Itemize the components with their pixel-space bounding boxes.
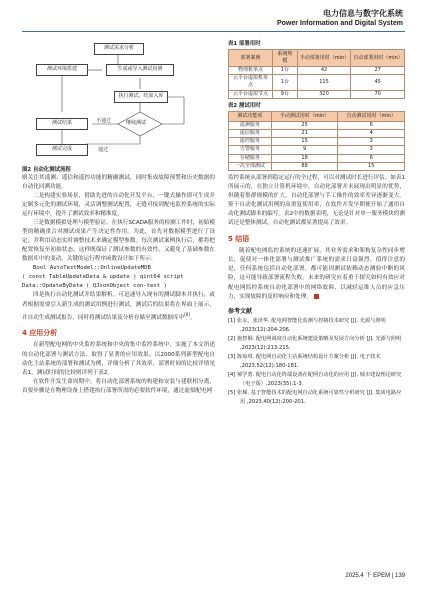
reference-item: [3] 陈琼琪. 配电网自动化主站系统结构设计方案分析 [J]. 电子技术 ,2023,52(12):180-181. <box>228 353 381 369</box>
table-row <box>229 146 405 154</box>
journal-header <box>277 9 403 29</box>
table-cell: 云平台虚拟节点 <box>229 90 273 98</box>
table-header: 系统规模 <box>273 50 298 67</box>
table-header: 测试功能项 <box>229 111 272 121</box>
table-cell: 15 <box>338 162 405 170</box>
table-header: 自动测试用时（min） <box>338 111 405 121</box>
journal-title-cn: 电力信息与数字化系统 <box>323 9 403 18</box>
reference-item: [2] 施智桐. 配电网调度自动化系统建设策略及发展方向分析 [J]. 光源与照明 ,2023(12):213-215. <box>228 335 402 351</box>
table-row <box>229 154 405 162</box>
box-execute: 执行测试，结果入库 <box>114 91 168 103</box>
table-cell: 物理机单点 <box>229 67 273 75</box>
paragraph <box>228 247 405 301</box>
table2 <box>228 111 405 171</box>
paragraph: 三是数据模拟处理与模型验证。在执行SCADA服务的检测工作时，初始模型的精确重合对测试成果产生决定性作用。为此，首先对数据模型进行了设定，并利用动态实时调整技术来确定模型参数。每次测试案例执行后，都将把配置恢复至初始状态，这样既保证了测试参数的有效性，又避免了基础参数在数据库中的变动。关键的运行程序函数设计如下所示： <box>22 220 215 263</box>
table-cell: 告警服务 <box>229 146 272 154</box>
header-rule <box>22 31 405 32</box>
paragraph-text: 四是执行自动化测试并结果解析。可迅速导入现有的测试脚本并执行，或者根据需要引入新生成的测试用例进行测试，测试后的结果将在界面上展示，并自动生成测试报告，同时将测试结果及分析存储至测试数据库中 <box>22 292 215 321</box>
code-line: ( const TableUpdateData & update ) qint64 script <box>22 274 184 281</box>
table-cell: 21 <box>271 130 338 138</box>
table-row <box>229 67 405 75</box>
box-result: 测试结果 <box>36 118 88 130</box>
table-header: 手动部署用时（min） <box>297 50 351 67</box>
table-cell: 27 <box>351 67 405 75</box>
table-cell: 9 <box>271 146 338 154</box>
reference-item: [1] 张永，张泽华. 配电网智能化监测与控制技术研究 [J]. 光源与照明 ,2023(12):204-206. <box>228 317 386 333</box>
table-row <box>229 130 405 138</box>
reference-item: [4] 郝学勇. 配电自动化终端设备在配网自动化的应用 [J]. 城市建设理论研究（电子版）,2023(35):1-3. <box>228 371 402 387</box>
paragraph <box>22 291 215 322</box>
table-header: 部署案例 <box>229 50 273 67</box>
box-complete: 测试完成 <box>36 144 88 156</box>
table-cell: 70 <box>351 90 405 98</box>
table-cell: 42 <box>297 67 351 75</box>
table-cell: 320 <box>297 90 351 98</box>
table-cell: 云平台虚拟机单点 <box>229 75 273 90</box>
figure-caption: 图2 自动化测试流程 <box>22 167 71 173</box>
box-requirement: 测试需求分析 <box>94 43 144 55</box>
paragraph: 监控系统从部署到稳定运行的全过程，可以对测试时长进行评估。如表1所展示的，在独立计算机环境中，自动化部署并未展现出明显的优势，但随着集群规模的扩大，自动化部署与手工操作的效率差异逐渐变大。鉴于自动化测试用例的高重复使用率，在软件开发早期便开始了通用自动化测试脚本的编写。表2中的数据表明，无论是针对单一服务模块的测试还是整体测试，自动化测试都显著提高了效率。 <box>228 175 405 227</box>
table-cell: 遥测服务 <box>229 121 272 129</box>
paragraph: 则关注其遥测、遥信和遥控功能的精确测试，同时集成故障预警和历史数据的自动化回溯功能。 <box>22 175 215 191</box>
table-cell: 一次全部测试 <box>229 162 272 170</box>
paragraph-end: 。 <box>189 314 196 321</box>
box-env-setup: 测试环境搭建 <box>36 64 88 76</box>
right-column <box>228 40 405 407</box>
table-cell: 遥信服务 <box>229 130 272 138</box>
flowchart <box>22 40 215 170</box>
table-cell: 1台 <box>273 67 298 75</box>
table-header: 自动部署用时（min） <box>351 50 405 67</box>
table-cell: 9台 <box>273 90 298 98</box>
table-row <box>229 162 405 170</box>
box-generate-cases: 生成或导入测试用例 <box>106 64 174 76</box>
table-cell: 18 <box>271 154 338 162</box>
table-cell: 1台 <box>273 75 298 90</box>
table1 <box>228 49 405 99</box>
table-row <box>229 138 405 146</box>
code-line: Bool AutoTestModel::OnlineUpdateMDB <box>33 265 151 272</box>
table1-caption: 表1 部署用时 <box>228 41 261 47</box>
table-cell: 遥控服务 <box>229 138 272 146</box>
table-cell: 存储服务 <box>229 154 272 162</box>
left-column <box>22 40 215 396</box>
table-cell: 4 <box>338 130 405 138</box>
table-cell: 6 <box>338 121 405 129</box>
paragraph: 在软件开发生命周期中，将自动化部署系统的构建和安装与建联相分离，首要步骤是在物理设备上搭建执行部署所需的必要软件环境，通过虚拟配电网 <box>22 378 215 394</box>
table-header: 手动测试用时（min） <box>271 111 338 121</box>
references-heading: 参考文献 <box>228 307 253 315</box>
table-cell: 3 <box>338 146 405 154</box>
decision-continue: 继续测试 <box>126 120 147 126</box>
table2-caption: 表2 测试用时 <box>228 102 261 109</box>
table-cell: 45 <box>351 75 405 90</box>
page-footer: 2025.4 下 EPEM | 139 <box>345 573 405 579</box>
table-row <box>229 121 405 129</box>
table-cell: 25 <box>271 121 338 129</box>
table-row <box>229 90 405 98</box>
paragraph-text: 随着配电网监控系统的迅速扩展，其业务需求和架构复杂性同步增长，促使对一体化部署与测试推广系统的需求日益强烈。值得注意的是，任何系统包括自动化部署，都可能因测试依赖动态测验中断的风险，这可能导致部署流程失败。未来的研究应着重于探究如何有效应对配电网监控系统自动化部署中的网络故障，以减轻运维人员的应急压力，实现故障的及时响应和处理。 <box>228 248 405 300</box>
table-cell: 6 <box>338 154 405 162</box>
paragraph: 在新型配电网的中央监控系统和中央的集中监控系统中，实施了本文所述的自动化部署与测试方法，取得了显著的应用效果。以2000系列新型配电自动化主站系统的部署和测试为例，详细分析了其效率，部署时间的比较详情见表1，测试时间的比较则详列于表2。 <box>22 342 215 376</box>
end-mark-icon <box>314 294 319 299</box>
section-heading: 4 应用分析 <box>22 329 58 338</box>
label-pass: 通过 <box>98 147 109 153</box>
section-heading: 5 结语 <box>228 235 250 244</box>
table-cell: 15 <box>271 138 338 146</box>
table-row <box>229 75 405 90</box>
journal-title-en: Power Information and Digital System <box>276 20 403 27</box>
citation: [6] <box>184 311 190 317</box>
table-cell: 3 <box>338 138 405 146</box>
reference-item: [5] 张梯. 基于智能技术的配电网自动化系统可靠性分析研究 [J]. 集成电路应用 ,2023,40(12):200-201. <box>228 389 402 405</box>
table-cell: 88 <box>271 162 338 170</box>
table-cell: 115 <box>297 75 351 90</box>
paragraph: 二是构建实验场景，借助先进的自动化开发平台，一键式操作即可生成并定制多元化的测试环境，灵活调整测试配置，无缝对接到配电监控系统的实际运行环境中，提升了测试效率和精准度。 <box>22 193 215 218</box>
code-line: Data::UpdateByData ( QJsonObject con-text ) <box>22 283 167 290</box>
label-fail: 不通过 <box>96 118 112 124</box>
